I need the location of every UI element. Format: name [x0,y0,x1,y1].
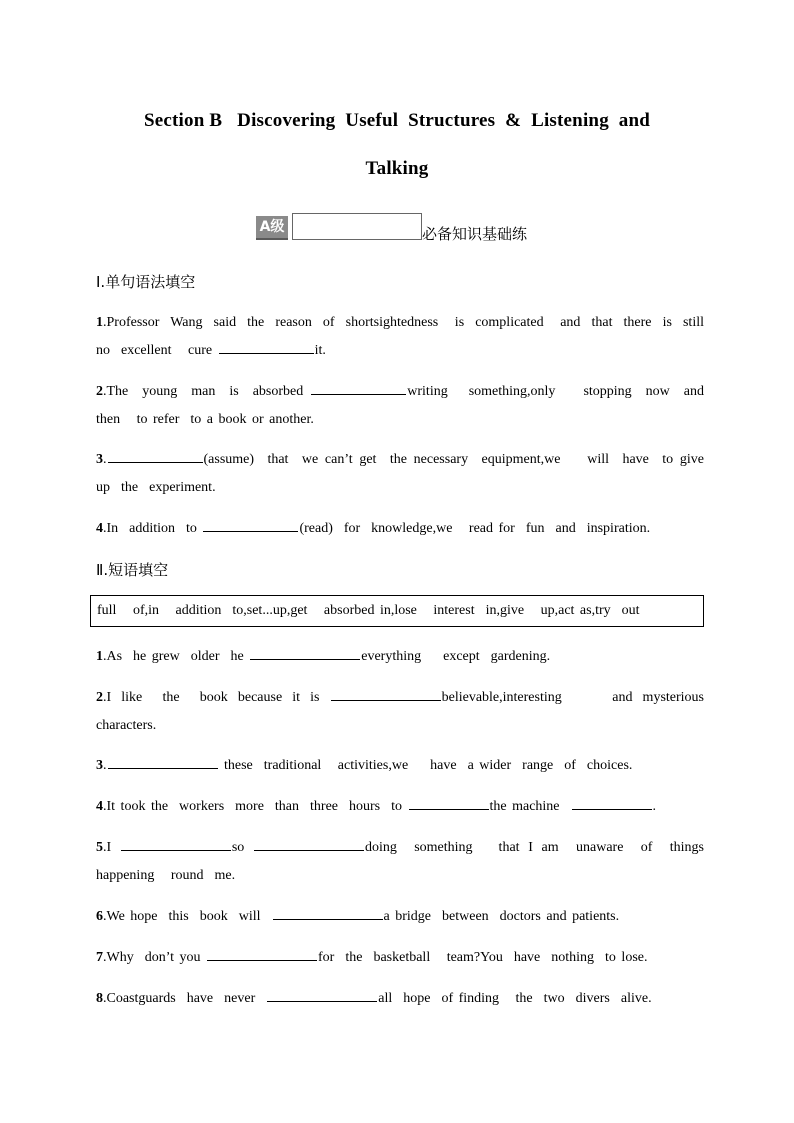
grammar-question-2 [96,378,715,434]
question-number: 5 [96,840,103,855]
question-number: 1 [96,649,103,664]
question-number: 2 [96,690,103,705]
page-title-line-2: Talking [365,158,429,179]
page-title-line-1: Section B Discovering Useful Structures & Listening and [143,110,651,131]
question-text: . [652,799,657,814]
section-heading-grammar: Ⅰ.单句语法填空 [96,273,196,291]
question-text: it. [314,343,326,358]
question-text: .Coastguards have never [103,991,267,1006]
level-badge: A级 [256,216,288,240]
answer-blank[interactable] [207,946,317,961]
question-text: .In addition to [103,521,203,536]
question-text: .I [103,840,120,855]
question-text: .We hope this book will [103,909,272,924]
question-text: (assume) that we can’t get the necessary equipment,we will have to give up the experiment. [96,452,715,495]
phrase-question-4 [96,793,704,821]
question-text: these traditional activities,we have a wider range of choices. [218,758,633,773]
grammar-question-4 [96,515,704,543]
question-text: writing something,only stopping now and then to refer to a book or another. [96,384,715,427]
question-text: .Why don’t you [103,950,207,965]
question-text: .It took the workers more than three hours to [103,799,408,814]
question-text: believable,interesting and mysterious characters. [96,690,715,733]
question-number: 2 [96,384,103,399]
level-label: 必备知识基础练 [422,225,528,243]
answer-blank[interactable] [203,517,298,532]
question-number: 3 [96,758,103,773]
question-number: 6 [96,909,103,924]
phrase-word-box: full of,in addition to,set...up,get absorbed in,lose interest in,give up,act as,try out [90,595,704,627]
question-number: 3 [96,452,103,467]
grammar-question-1 [96,309,721,365]
question-text: . [103,758,107,773]
answer-blank[interactable] [267,987,377,1002]
answer-blank[interactable] [273,905,383,920]
question-number: 7 [96,950,103,965]
question-number: 1 [96,315,103,330]
question-text: for the basketball team?You have nothing to lose. [318,950,648,965]
question-number: 4 [96,799,103,814]
question-text: so [231,840,253,855]
phrase-question-1 [96,643,704,671]
phrase-question-6 [96,903,704,931]
phrase-question-5 [96,834,715,890]
question-text: .Professor Wang said the reason of shortsightedness is complicated and that there is still no excellent cure [96,315,721,358]
grammar-question-3 [96,446,715,502]
question-text: everything except gardening. [361,649,551,664]
answer-blank[interactable] [572,795,652,810]
answer-blank[interactable] [331,686,441,701]
question-text: doing something that I am unaware of things happening round me. [96,840,715,883]
answer-blank[interactable] [108,448,203,463]
question-number: 8 [96,991,103,1006]
question-text: .As he grew older he [103,649,250,664]
section-heading-phrases: Ⅱ.短语填空 [96,561,169,579]
question-text: (read) for knowledge,we read for fun and inspiration. [299,521,651,536]
phrase-question-3 [96,752,704,780]
question-text: .I like the book because it is [103,690,330,705]
phrase-question-8 [96,985,704,1013]
question-text: . [103,452,107,467]
answer-blank[interactable] [250,645,360,660]
question-text: .The young man is absorbed [103,384,311,399]
phrase-question-2 [96,684,715,740]
answer-blank[interactable] [409,795,489,810]
question-text: the machine [489,799,571,814]
answer-blank[interactable] [311,380,406,395]
answer-blank[interactable] [121,836,231,851]
answer-blank[interactable] [254,836,364,851]
question-text: all hope of finding the two divers alive. [378,991,652,1006]
answer-blank[interactable] [219,339,314,354]
question-text: a bridge between doctors and patients. [383,909,620,924]
phrase-question-7 [96,944,704,972]
level-name-box [292,213,422,240]
answer-blank[interactable] [108,754,218,769]
question-number: 4 [96,521,103,536]
